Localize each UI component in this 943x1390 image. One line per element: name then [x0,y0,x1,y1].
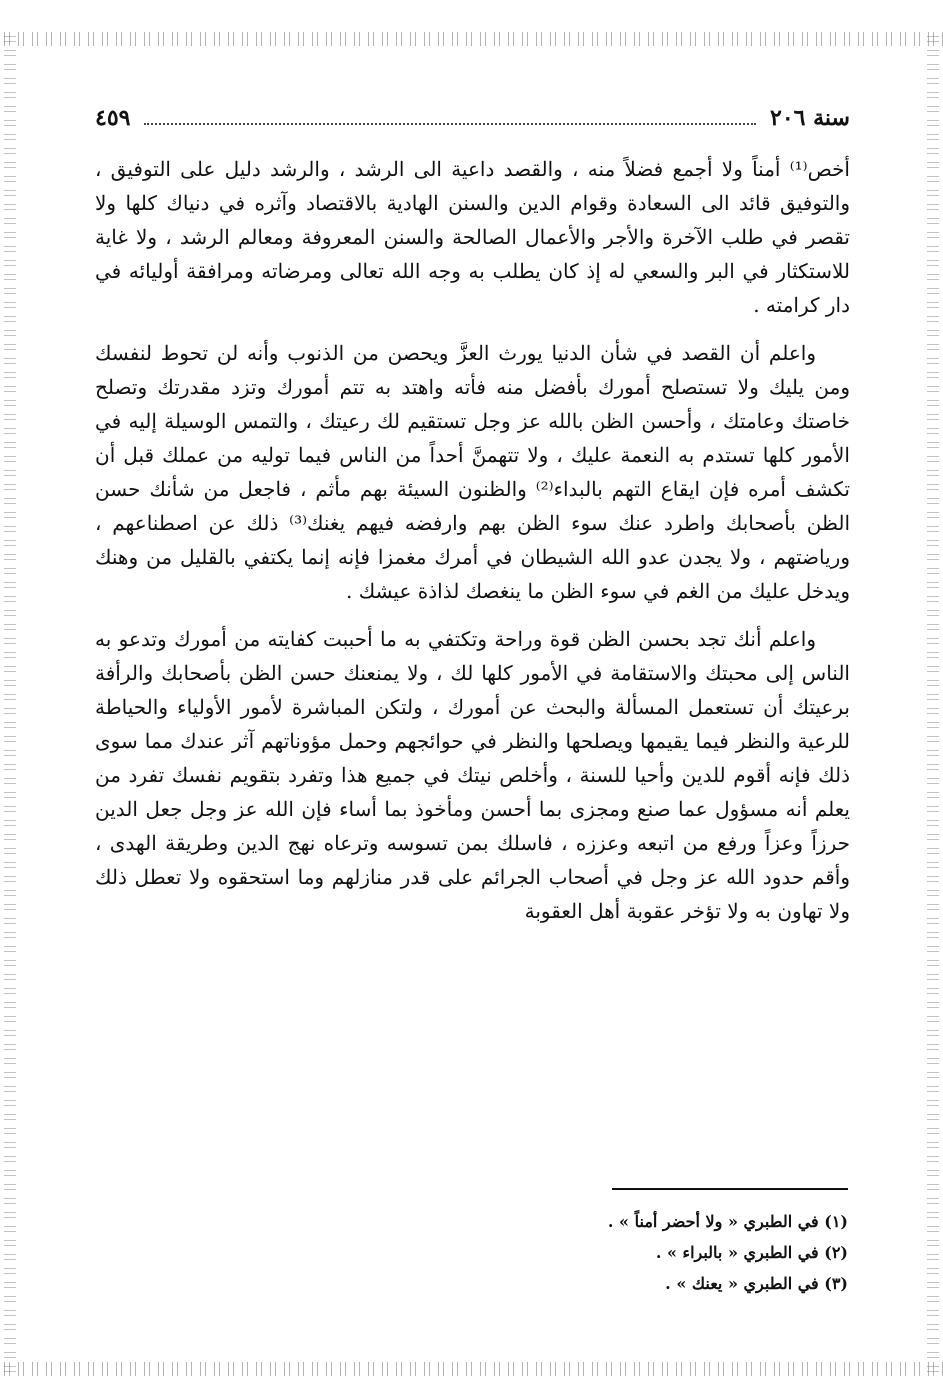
decorative-border-left [4,32,16,1376]
page-number: ٤٥٩ [95,105,131,131]
footnotes [248,1206,848,1299]
footnote-separator [612,1188,848,1190]
year-label: سنة ٢٠٦ [770,105,850,131]
paragraph-1: أخص⁽¹⁾ أمناً ولا أجمع فضلاً منه ، والقصد داعية الى الرشد ، والرشد دليل على التوفيق ، والتوفيق قائد الى السعادة وقوام الدين والسنن الهادية بالاقتصاد وآثره في دنياك كلها ولا تقصر في طلب الآخرة والأجر والأعمال الصالحة والسنن المعروفة ومعالم الرشد ، ولا غاية للاستكثار في البر والسعي له إذ كان يطلب به وجه الله تعالى ومرضاته ومرافقة أوليائه في دار كرامته . [95,157,850,317]
header-dotted-leader [144,123,756,125]
paragraph-2: واعلم أن القصد في شأن الدنيا يورث العزَّ ويحصن من الذنوب وأنه لن تحوط لنفسك ومن يليك ولا تستصلح أمورك بأفضل منه فأته واهتد به تتم أمورك وتزد مقدرتك وتصلح خاصتك وعامتك ، وأحسن الظن بالله عز وجل تستقيم لك رعيتك ، والتمس الوسيلة إليه في الأمور كلها تستدم به النعمة عليك ، ولا تتهمنَّ أحداً من الناس فيما توليه من عملك قبل أن تكشف أمره فإن ايقاع التهم بالبداء⁽²⁾ والظنون السيئة بهم مأثم ، فاجعل من شأنك حسن الظن بأصحابك واطرد عنك سوء الظن بهم وارفضه فيهم يغنك⁽³⁾ ذلك عن اصطناعهم ، ورياضتهم ، ولا يجدن عدو الله الشيطان في أمرك مغمزا فإنه إنما يكتفي بالقليل من وهنك ويدخل عليك من الغم في سوء الظن ما ينغصك لذاذة عيشك . [95,341,851,603]
decorative-border-right [927,32,939,1376]
decorative-border-top [0,32,943,46]
footnote-3: (٣) في الطبري « يعنك » . [665,1274,848,1293]
paragraph-3: واعلم أنك تجد بحسن الظن قوة وراحة وتكتفي به ما أحببت كفايته من أمورك وتدعو به الناس إلى محبتك والاستقامة في الأمور كلها لك ، ولا يمنعنك حسن الظن بأصحابك والرأفة برعيتك أن تستعمل المسألة والبحث عن أمورك ، ولتكن المباشرة لأمور الأولياء والحياطة للرعية والنظر فيما يقيمها ويصلحها والنظر في حوائجهم وحمل مؤوناتهم آثر عندك مما سوى ذلك فإنه أقوم للدين وأحيا للسنة ، وأخلص نيتك في جميع هذا وتفرد بتقويم نفسك تفرد من يعلم أنه مسؤول عما صنع ومجزى بما أحسن ومأخوذ بما أساء فإن الله عز وجل جعل الدين حرزاً وعزاً ورفع من اتبعه وعززه ، فاسلك بمن تسوسه وترعاه نهج الدين وطريقة الهدى ، وأقم حدود الله عز وجل في أصحاب الجرائم على قدر منازلهم وما استحقوه ولا تعطل ذلك ولا تهاون به ولا تؤخر عقوبة أهل العقوبة [95,627,850,923]
main-text [95,152,850,942]
running-header [95,100,850,136]
footnote-1: (١) في الطبري « ولا أحضر أمناً » . [607,1212,848,1231]
decorative-border-bottom [0,1362,943,1376]
footnote-2: (٢) في الطبري « بالبراء » . [655,1243,848,1262]
